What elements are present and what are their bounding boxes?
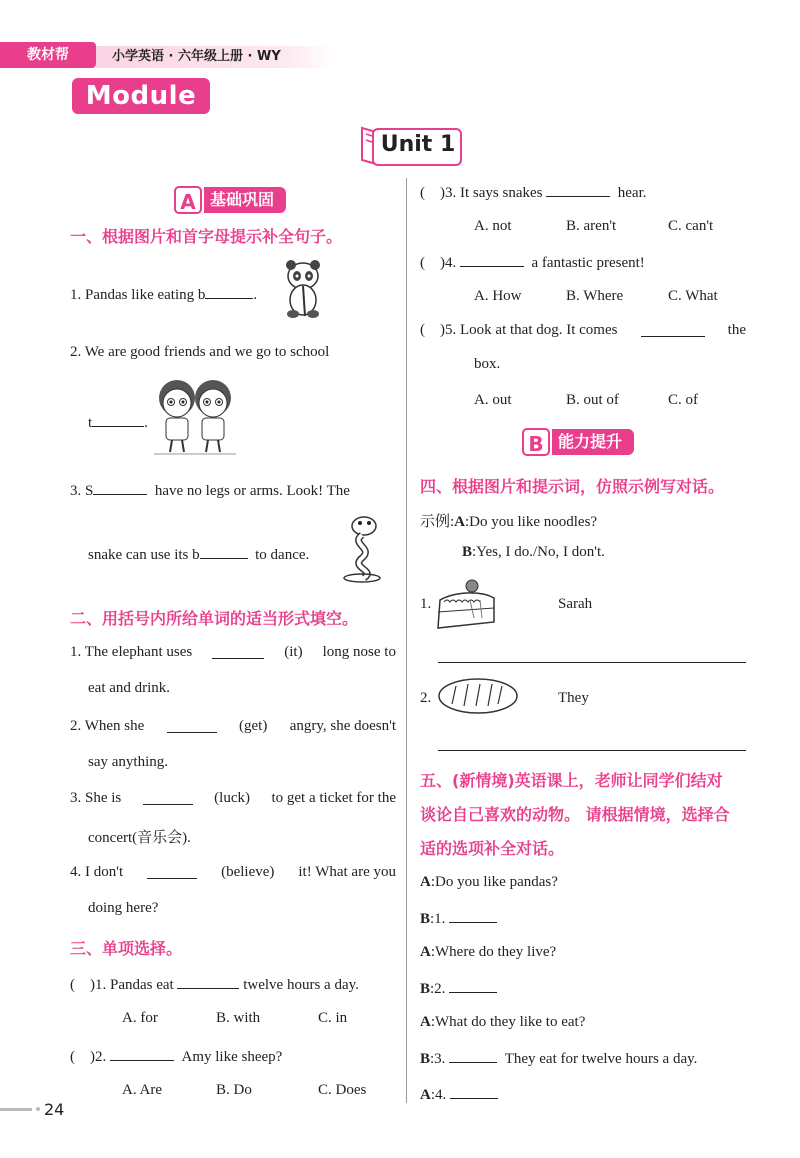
- part4-item1-answer-line[interactable]: [438, 662, 746, 663]
- part2-q2-line1: [70, 718, 396, 735]
- panda-image: [282, 258, 324, 320]
- part3-q4: ( )4. a fantastic present!: [420, 252, 645, 272]
- section-a-badge: [174, 186, 314, 214]
- part3-q2-opt-c[interactable]: C. Does: [318, 1082, 367, 1098]
- page-number: 24: [44, 1100, 65, 1119]
- section-b-letter: B: [522, 428, 550, 456]
- part3-q3: ( )3. It says snakes hear.: [420, 182, 646, 202]
- part3-q1-opt-c[interactable]: C. in: [318, 1010, 348, 1026]
- part3-title: 三、单项选择。: [70, 939, 183, 958]
- answer-blank[interactable]: [205, 284, 253, 299]
- part2-q1-line2: eat and drink.: [88, 680, 171, 696]
- answer-blank[interactable]: [93, 480, 147, 495]
- part1-q3-rest: have no legs or arms. Look! The: [154, 483, 350, 499]
- part3-q1-rest: twelve hours a day.: [243, 977, 359, 993]
- part3-q4-rest: a fantastic present!: [531, 255, 645, 271]
- answer-blank[interactable]: [641, 322, 705, 337]
- part3-q3-opt-b[interactable]: B. aren't: [566, 218, 617, 234]
- part3-q4-opt-c[interactable]: C. What: [668, 288, 718, 304]
- section-b-label: 能力提升: [552, 429, 634, 455]
- part2-q4-text: 4. I don't: [70, 864, 124, 880]
- speaker: A: [420, 1014, 431, 1030]
- speaker: A: [420, 874, 431, 890]
- part3-q5-opt-a[interactable]: A. out: [474, 392, 512, 408]
- answer-blank[interactable]: [449, 978, 497, 993]
- part2-q4-line2: doing here?: [88, 900, 159, 916]
- brand-tag: 教材帮: [0, 42, 96, 68]
- part1-q3-line1: [70, 480, 396, 500]
- dialogue-line-6: [420, 1048, 697, 1068]
- part3-q2-opt-a[interactable]: A. Are: [122, 1082, 162, 1098]
- part3-q3-opt-c[interactable]: C. can't: [668, 218, 714, 234]
- part1-q3-rest2: to dance.: [255, 547, 310, 563]
- part4-item2-word: They: [558, 690, 589, 706]
- part3-q5-rest: the: [727, 322, 746, 338]
- part3-q5-text: 5. Look at that dog. It comes: [445, 322, 618, 338]
- part3-q4-opt-b[interactable]: B. Where: [566, 288, 624, 304]
- part2-q2-word: (get): [239, 718, 268, 734]
- part3-q3-text: 3. It says snakes: [445, 185, 543, 201]
- answer-blank[interactable]: [167, 718, 217, 733]
- section-b-badge: [522, 428, 662, 456]
- part3-q3-rest: hear.: [617, 185, 647, 201]
- unit-title-box: [358, 124, 460, 166]
- answer-blank[interactable]: [200, 544, 248, 559]
- part4-item1-number: 1.: [420, 596, 432, 612]
- example-b-text: :Yes, I do./No, I don't.: [472, 544, 605, 560]
- part3-q5: ( )5. Look at that dog. It comes the: [420, 322, 746, 338]
- dialogue-text: :1.: [430, 911, 446, 927]
- cake-image: [434, 578, 498, 632]
- part3-q5-opt-b[interactable]: B. out of: [566, 392, 619, 408]
- part3-q1-opt-b[interactable]: B. with: [216, 1010, 261, 1026]
- friends-image: [150, 370, 240, 456]
- module-title: Module 7: [72, 78, 210, 114]
- part2-q3-line1: [70, 790, 396, 807]
- answer-blank[interactable]: [546, 182, 610, 197]
- unit-title: Unit 1: [380, 132, 456, 157]
- speaker: A: [420, 944, 431, 960]
- part3-q4-opt-a[interactable]: A. How: [474, 288, 522, 304]
- speaker-a: A: [454, 514, 466, 530]
- part2-q2-line2: say anything.: [88, 754, 168, 770]
- part3-q2: ( )2. Amy like sheep?: [70, 1046, 282, 1066]
- part4-item1-word: Sarah: [558, 596, 593, 612]
- part4-item2-answer-line[interactable]: [438, 750, 746, 751]
- part2-q4-line1: [70, 864, 396, 881]
- part2-q4-word: (believe): [221, 864, 275, 880]
- dialogue-line-3: [420, 944, 556, 961]
- part3-q1-text: 1. Pandas eat: [95, 977, 174, 993]
- part5-title-line1: 五、(新情境)英语课上，老师让同学们结对: [420, 771, 723, 790]
- part4-title: 四、根据图片和提示词，仿照示例写对话。: [420, 477, 725, 496]
- part2-q3-line2: concert(音乐会).: [88, 830, 191, 846]
- answer-blank[interactable]: [143, 790, 193, 805]
- answer-blank[interactable]: [450, 1084, 498, 1099]
- page-bar: [0, 1108, 32, 1111]
- dialogue-line-7: [420, 1084, 498, 1104]
- section-a-letter: A: [174, 186, 202, 214]
- part2-q1-rest: long nose to: [322, 644, 396, 660]
- part2-q3-text: 3. She is: [70, 790, 122, 806]
- part4-example-b: [462, 544, 605, 561]
- dialogue-text: :3.: [430, 1051, 446, 1067]
- speaker: A: [420, 1087, 431, 1103]
- dialogue-text: :4.: [430, 1087, 447, 1103]
- book-series-title: 小学英语 · 六年级上册 · WY: [96, 46, 334, 68]
- part4-example-a: [420, 510, 597, 531]
- answer-blank[interactable]: [212, 644, 264, 659]
- part3-q2-rest: Amy like sheep?: [181, 1049, 283, 1065]
- dialogue-text: :Where do they live?: [430, 944, 557, 960]
- part1-q3-line2: [88, 544, 309, 564]
- part3-q1-opt-a[interactable]: A. for: [122, 1010, 158, 1026]
- part1-q2-text: t: [88, 415, 93, 431]
- part3-q3-opt-a[interactable]: A. not: [474, 218, 512, 234]
- section-a-label: 基础巩固: [204, 187, 286, 213]
- part1-q1: 1. Pandas like eating b .: [70, 284, 257, 304]
- dialogue-rest: They eat for twelve hours a day.: [504, 1051, 698, 1067]
- part3-q4-text: 4.: [445, 255, 457, 271]
- dialogue-line-2: [420, 908, 497, 928]
- dialogue-line-4: [420, 978, 497, 998]
- part1-q2-line2: t .: [88, 412, 148, 432]
- part3-q5-line2: box.: [474, 356, 501, 372]
- part5-title-line3: 适的选项补全对话。: [420, 839, 565, 858]
- part1-q2-line1: 2. We are good friends and we go to school: [70, 344, 330, 360]
- part2-q3-rest: to get a ticket for the: [271, 790, 396, 806]
- dialogue-line-1: [420, 874, 558, 891]
- part3-q2-opt-b[interactable]: B. Do: [216, 1082, 252, 1098]
- example-label: 示例:: [420, 514, 455, 530]
- part4-item2-number: 2.: [420, 690, 432, 706]
- speaker: B: [420, 911, 431, 927]
- part2-q2-text: 2. When she: [70, 718, 145, 734]
- part2-q3-word: (luck): [214, 790, 250, 806]
- part3-q5-opt-c[interactable]: C. of: [668, 392, 698, 408]
- part1-q3-text2: snake can use its b: [88, 547, 200, 563]
- part1-q3-text: 3. S: [70, 483, 94, 499]
- answer-blank[interactable]: [92, 412, 144, 427]
- part2-q1-word: (it): [284, 644, 303, 660]
- answer-blank[interactable]: [460, 252, 524, 267]
- dialogue-line-5: [420, 1014, 585, 1031]
- part2-title: 二、用括号内所给单词的适当形式填空。: [70, 609, 359, 628]
- part1-q1-text: 1. Pandas like eating b: [70, 287, 206, 303]
- answer-blank[interactable]: [147, 864, 197, 879]
- speaker: B: [420, 1051, 431, 1067]
- snake-image: [340, 514, 386, 584]
- answer-blank[interactable]: [110, 1046, 174, 1061]
- dialogue-text: :2.: [430, 981, 446, 997]
- dialogue-text: :What do they like to eat?: [430, 1014, 586, 1030]
- page-dot: [36, 1107, 40, 1111]
- part2-q2-rest: angry, she doesn't: [289, 718, 396, 734]
- speaker: B: [420, 981, 431, 997]
- example-a-text: :Do you like noodles?: [465, 514, 598, 530]
- answer-blank[interactable]: [449, 908, 497, 923]
- column-divider: [406, 178, 407, 1103]
- part2-q4-rest: it! What are you: [298, 864, 396, 880]
- part3-q2-text: 2.: [95, 1049, 107, 1065]
- answer-blank[interactable]: [449, 1048, 497, 1063]
- speaker-b: B: [462, 544, 473, 560]
- part3-q1: ( )1. Pandas eat twelve hours a day.: [70, 974, 359, 994]
- part1-title: 一、根据图片和首字母提示补全句子。: [70, 227, 343, 246]
- dialogue-text: :Do you like pandas?: [430, 874, 558, 890]
- answer-blank[interactable]: [177, 974, 239, 989]
- part2-q1-line1: [70, 644, 396, 661]
- bread-image: [436, 676, 520, 716]
- part2-q1-text: 1. The elephant uses: [70, 644, 193, 660]
- part5-title-line2: 谈论自己喜欢的动物。 请根据情境，选择合: [420, 805, 730, 824]
